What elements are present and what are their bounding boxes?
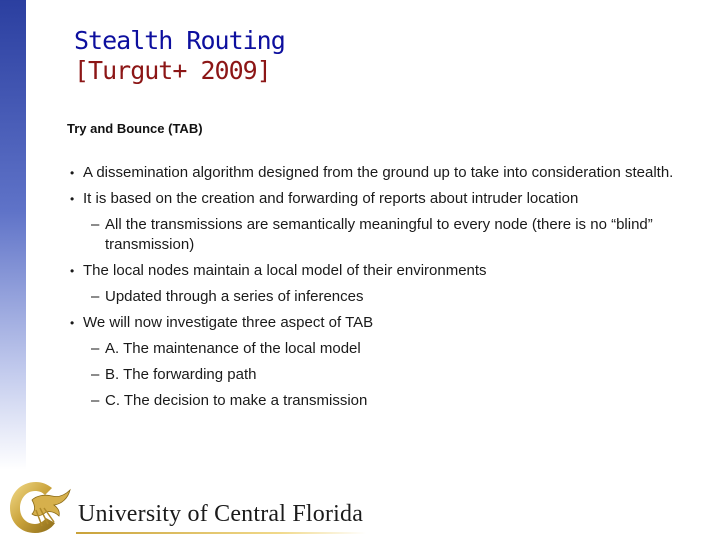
sub-bullet-item: [91, 365, 716, 385]
bullet-dot-icon: •: [70, 166, 75, 180]
sub-bullet-item: [91, 287, 716, 307]
bullet-item: [70, 313, 716, 333]
bullet-list: [70, 163, 716, 417]
sub-bullet-text: B. The forwarding path: [105, 366, 257, 383]
sub-bullet-item: [91, 215, 716, 255]
pegasus-logo-icon: [2, 478, 72, 536]
sub-bullet-item: [91, 339, 716, 359]
dash-icon: –: [91, 288, 100, 305]
bullet-item: [70, 261, 716, 281]
sub-bullet-text: Updated through a series of inferences: [105, 288, 364, 305]
sub-bullet-item: [91, 391, 716, 411]
dash-icon: –: [91, 216, 100, 233]
left-accent-band: [0, 0, 26, 470]
dash-icon: –: [91, 340, 100, 357]
sub-bullet-text: C. The decision to make a transmission: [105, 392, 368, 409]
bullet-dot-icon: •: [70, 192, 75, 206]
bullet-item: [70, 163, 716, 183]
bullet-dot-icon: •: [70, 316, 75, 330]
bullet-text: A dissemination algorithm designed from the ground up to take into consideration stealth.: [83, 164, 674, 181]
bullet-text: We will now investigate three aspect of TAB: [83, 314, 374, 331]
bullet-item: [70, 189, 716, 209]
bullet-text: It is based on the creation and forwarding of reports about intruder location: [83, 190, 579, 207]
bullet-dot-icon: •: [70, 264, 75, 278]
slide-subtitle: Try and Bounce (TAB): [67, 121, 203, 136]
dash-icon: –: [91, 366, 100, 383]
sub-bullet-text: A. The maintenance of the local model: [105, 340, 361, 357]
title-line-2: [Turgut+ 2009]: [74, 56, 271, 85]
sub-bullet-text: All the transmissions are semantically meaningful to every node (there is no “blind” transmission): [105, 216, 653, 253]
dash-icon: –: [91, 392, 100, 409]
title-line-1: Stealth Routing: [74, 26, 285, 55]
university-name: University of Central Florida: [78, 501, 364, 527]
footer-gold-rule: [76, 532, 366, 534]
bullet-text: The local nodes maintain a local model of their environments: [83, 262, 487, 279]
slide-title: [74, 26, 285, 86]
